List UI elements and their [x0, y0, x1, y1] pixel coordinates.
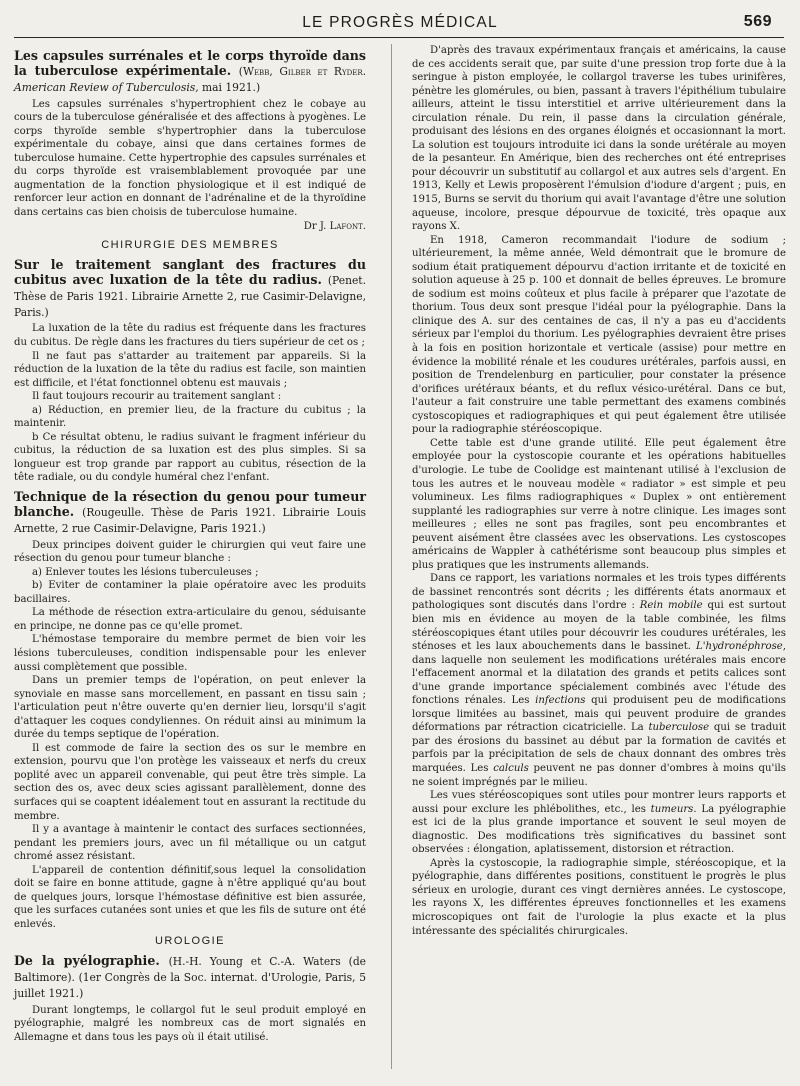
article-4-reference: (H.-H. Young et C.-A. Waters (de Baltimore). (1er Congrès de la Soc. internat. d'Urologie, Paris, 5 juillet 1921.)	[14, 955, 366, 1001]
term-infections: infections	[535, 695, 586, 707]
signature-prefix: Dr J.	[303, 220, 327, 232]
article-3-paragraph: L'hémostase temporaire du membre permet de bien voir les lésions tuberculeuses, condition indispensable pour les enlever aussi complètement que possible.	[14, 634, 366, 673]
article-1-journal: American Review of Tuberculosis,	[14, 81, 199, 95]
column-divider	[391, 44, 392, 1069]
article-3-paragraph: Deux principes doivent guider le chirurgien qui veut faire une résection du genou pour tumeur blanche :	[14, 539, 366, 565]
right-paragraph: Cette table est d'une grande utilité. Elle peut également être employée pour la cystoscopie courante et les opérations habituelles d'urologie. Le tube de Coolidge est maintenant utilisé à l'exclusion de tous les autres et le nouveau modèle « radiator » est simple et peu volumineux. Les films radiographiques « Duplex » ont entièrement supplanté les radiographies sur verre à notre clinique. Les images sont meilleures ; elles ne sont pas fragiles, sont peu encombrantes et peuvent aisément être classées avec les observations. Les cystoscopes américains de Wappler à cathétérisme sont beaucoup plus simples et plus pratiques que les instruments allemands.	[412, 437, 786, 571]
signature-name: Lafont.	[329, 220, 366, 232]
article-4-title: De la pyélographie.	[14, 953, 160, 969]
article-1-authors: (Webb, Gilber et Ryder.	[238, 65, 366, 79]
right-paragraph: Après la cystoscopie, la radiographie simple, stéréoscopique, et la pyélographie, dans différentes positions, constituent le progrès le plus sérieux en urologie, durant ces vingt dernières années. Le cystoscope, les rayons X, les différentes épreuves fonctionnelles et les examens microscopiques ont fait de l'urologie la plus exacte et la plus intéressante des spécialités chirurgicales.	[412, 857, 786, 937]
right-paragraph-types	[412, 572, 786, 789]
text-run: . La pyélographie est ici de la plus grande importance et souvent le seul moyen de diagnostic. Des modifications très significatives du bassinet sont observées : élongation, aplatissement, distorsion et rétraction.	[412, 803, 786, 856]
right-paragraph: D'après des travaux expérimentaux français et américains, la cause de ces accidents serait que, par suite d'une pression trop forte due à la seringue à piston employée, le collargol traverse les tubes urinifères, pénètre les glomérules, ou bien, passant à travers l'épithélium tubulaire ailleurs, atteint le tissu interstitiel et arrive ultérieurement dans la circulation rénale. Du rein, il passe dans la circulation générale, produisant des lésions en des organes éloignés et occasionnant la mort. La solution est toujours introduite ici dans la sonde urétérale au moyen de la pesanteur. En Amérique, bien des recherches ont été entreprises pour découvrir un substitutif au collargol et aux autres sels d'argent. En 1913, Kelly et Lewis proposèrent l'émulsion d'iodure d'argent ; puis, en 1915, Burns se servit du thorium qui avait l'avantage d'être une solution aqueuse, incolore, presque dépourvue de toxicité, très opaque aux rayons X.	[412, 45, 786, 233]
article-3-paragraph: Il y a avantage à maintenir le contact des surfaces sectionnées, pendant les premiers jours, avec un fil métallique ou un catgut chromé assez résistant.	[14, 824, 366, 863]
section-heading-chirurgie: CHIRURGIE DES MEMBRES	[101, 239, 279, 252]
page-number: 569	[743, 13, 772, 30]
article-3-title: Technique de la résection du genou pour tumeur blanche.	[14, 489, 366, 520]
term-tuberculose: tuberculose	[648, 722, 710, 734]
right-column	[412, 44, 786, 938]
article-3-reference: (Rougeulle. Thèse de Paris 1921. Librairie Louis Arnette, 2 rue Casimir-Delavigne, Paris 1921.)	[14, 506, 366, 536]
text-run: qui se traduit par des érosions du bassinet au début par la formation de cavités et parfois par la précipitation de sels de chaux donnant des ombres très marquées. Les	[412, 722, 787, 774]
article-4-paragraph: Durant longtemps, le collargol fut le seul produit employé en pyélographie, malgré les nombreux cas de mort signalés en Allemagne et dans tous les pays où il était utilisé.	[14, 1004, 366, 1043]
left-column	[14, 44, 366, 1044]
term-calculs: calculs	[493, 762, 529, 774]
article-3-paragraph: La méthode de résection extra-articulaire du genou, séduisante en principe, ne donne pas ce qu'elle promet.	[14, 607, 366, 632]
text-run: Les vues stéréoscopiques sont utiles pour montrer leurs rapports et aussi pour exclure les phlébolithes, etc., les	[412, 790, 786, 815]
article-2-title: Sur le traitement sanglant des fractures du cubitus avec luxation de la tête du radius.	[14, 256, 366, 287]
article-1-date: mai 1921.)	[202, 81, 261, 95]
text-run: , dans laquelle non seulement les modifications urétérales mais encore l'effacement anormal et la dilatation des grands et petits calices sont d'une grande importance spécialement combinés avec l'étude des fonctions rénales. Les	[412, 641, 786, 707]
text-run: peuvent ne pas donner d'ombres à moins qu'ils ne soient imprégnés par le milieu.	[412, 762, 786, 788]
article-1-signature	[14, 220, 366, 234]
article-1-heading	[14, 48, 366, 96]
article-3-heading	[14, 489, 366, 537]
article-4-heading	[14, 953, 366, 1002]
article-2-paragraph: La luxation de la tête du radius est fréquente dans les fractures du cubitus. De règle dans les fractures du tiers supérieur de cet os ;	[14, 323, 366, 348]
header-rule	[14, 37, 784, 38]
article-1-title: Les capsules surrénales et le corps thyroïde dans la tuberculose expérimentale.	[14, 48, 366, 79]
term-hydronephrose: L'hydronéphrose	[695, 641, 783, 653]
term-rein-mobile: Rein mobile	[639, 600, 703, 612]
text-run: qui est surtout bien mis en évidence au moyen de la table combinée, les films stéréoscopiques étant utiles pour découvrir les coudures urétérales, les sténoses et les laux abouchements dans le bassinet.	[412, 600, 787, 653]
article-2-paragraph: Il faut toujours recourir au traitement sanglant :	[32, 391, 282, 403]
term-tumeurs: tumeurs	[650, 803, 694, 815]
article-1-body: Les capsules surrénales s'hypertrophient chez le cobaye au cours de la tuberculose généralisée et des affections à pyogènes. Le corps thyroïde semble s'hypertrophier dans la tuberculose expérimentale du cobaye, ainsi que dans certaines formes de tuberculose humaine. Cette hypertrophie des capsules surrénales et du corps thyroïde est vraisemblablement provoquée par une augmentation de la fonction physiologique et il est indiqué de renforcer leur action en donnant de l'adrénaline et de la thyroïdine dans certains cas bien choisis de tuberculose humaine.	[14, 98, 366, 218]
article-3-paragraph: L'appareil de contention définitif,sous lequel la consolidation doit se faire en bonne attitude, gagne à n'être appliqué qu'au bout de quelques jours, lorsque l'hémostase définitive est bien assurée, que les surfaces cutanées sont unies et que les fils de suture ont été enlevés.	[14, 864, 366, 930]
right-paragraph-stereo	[412, 789, 786, 857]
article-2-reference: (Penet. Thèse de Paris 1921. Librairie Arnette 2, rue Casimir-Delavigne, Paris.)	[14, 273, 366, 320]
section-heading-urologie: UROLOGIE	[154, 935, 226, 948]
journal-title: LE PROGRÈS MÉDICAL	[302, 14, 498, 31]
article-3-paragraph: b) Eviter de contaminer la plaie opératoire avec les produits bacillaires.	[14, 580, 366, 605]
article-2-paragraph: b Ce résultat obtenu, le radius suivant le fragment inférieur du cubitus, la réduction de sa luxation est des plus simples. Si sa longueur est trop grande par rapport au cubitus, résection de la tête radiale, ou du condyle huméral chez l'enfant.	[14, 431, 366, 484]
article-2-paragraph: a) Réduction, en premier lieu, de la fracture du cubitus ; la maintenir.	[14, 404, 366, 430]
text-run: Dans ce rapport, les variations normales et les trois types différents de bassinet rencontrés sont décrits ; les différents états anormaux et pathologiques sont discutés dans l'ordre :	[412, 573, 786, 612]
article-3-paragraph: a) Enlever toutes les lésions tuberculeuses ;	[32, 566, 259, 578]
article-3-paragraph: Dans un premier temps de l'opération, on peut enlever la synoviale en masse sans morcellement, en passant en tissu sain ; l'articulation peut n'être ouverte qu'en dernier lieu, lorsqu'il s'agit d'attaquer les coques condyliennes. On réduit ainsi au minimum la durée du temps septique de l'opération.	[14, 675, 366, 741]
page-header	[0, 14, 800, 36]
article-2-paragraph: Il ne faut pas s'attarder au traitement par appareils. Si la réduction de la luxation de la tête du radius est facile, son maintien est difficile, et l'état fonctionnel obtenu est mauvais ;	[14, 350, 366, 389]
article-2-heading	[14, 257, 366, 321]
right-paragraph: En 1918, Cameron recommandait l'iodure de sodium ; ultérieurement, la même année, Weld démontrait que le bromure de sodium était pratiquement dépourvu d'action irritante et de toxicité en solution aqueuse à 25 p. 100 et donnait de belles épreuves. Le bromure de sodium est moins coûteux et plus facile à préparer que l'azotate de thorium. Tous deux sont presque l'idéal pour la pyélographie. Dans la clinique des A. sur des centaines de cas, il n'y a pas eu d'accidents sérieux par l'emploi du thorium. Les pyélographies devraient être prises à la fois en position horizontale et verticale (assise) pour mettre en évidence la mobilité rénale et les coudures urétérales, parfois aussi, en position de Trendelenburg en particulier, pour constater la présence d'orifices urétéraux béants, et du reflux vésico-urétéral. Dans ce but, l'auteur a fait construire une table permettant des examens combinés cystoscopiques et radiographiques et qui peut également être utilisée pour la radiographie stéréoscopique.	[412, 234, 786, 436]
article-3-paragraph: Il est commode de faire la section des os sur le membre en extension, pourvu que l'on protège les vaisseaux et nerfs du creux poplité avec un appareil convenable, qui peut être très simple. La section des os, avec deux scies agissant parallèlement, donne des surfaces qui se coaptent idéalement tout en assurant la rectitude du membre.	[14, 742, 366, 822]
text-run: qui produisent peu de modifications lorsque limitées au bassinet, mais qui peuvent produire de grandes déformations par rétraction cicatricielle. La	[412, 695, 787, 734]
